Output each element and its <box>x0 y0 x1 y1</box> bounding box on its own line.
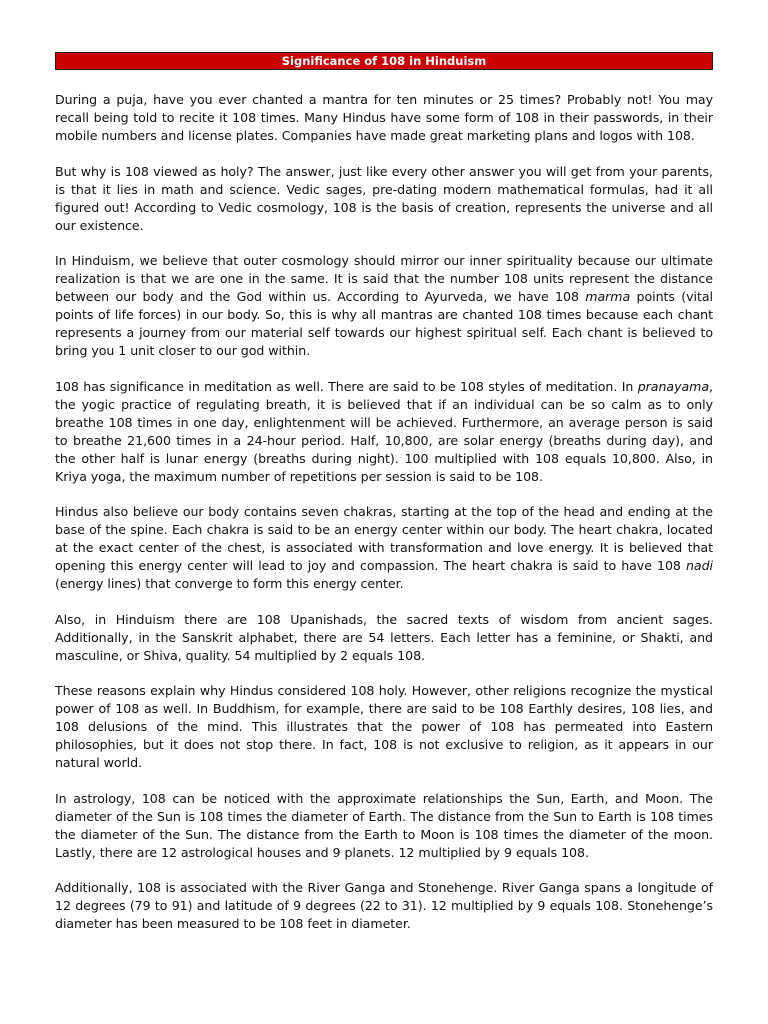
text-segment: During a puja, have you ever chanted a mantra for ten minutes or 25 times? Probably not! You may recall being told to recite it 108 times. Many Hindus have some form of 108 in their passwords, in their mobile numbers and license plates. Companies have made great marketing plans and logos with 108. <box>55 92 713 143</box>
document-title: Significance of 108 in Hinduism <box>55 52 713 70</box>
paragraph-7 <box>55 682 713 772</box>
text-segment: astrology <box>73 790 132 806</box>
paragraph-6 <box>55 611 713 665</box>
text-segment: (energy lines) that converge to form this energy center. <box>55 576 404 591</box>
document-body <box>55 91 713 933</box>
paragraph-1 <box>55 91 713 145</box>
text-segment: In <box>55 790 74 806</box>
paragraph-2 <box>55 163 713 235</box>
text-segment: These reasons explain why Hindus considered 108 holy. However, other religions recognize the mystical power of 108 as well. In Buddhism, for example, there are said to be 108 Earthly desires, 108 lies, and 108 delusions of the mind. This illustrates that the power of 108 has permeated into Eastern philosophies, but it does not stop there. In fact, 108 is not exclusive to religion, as it appears in our natural world. <box>55 683 713 770</box>
italic-term: nadi <box>686 558 713 573</box>
paragraph-8 <box>55 790 713 862</box>
paragraph-4 <box>55 378 713 486</box>
text-segment: , the yogic practice of regulating breath, it is believed that if an individual can be so calm as to only breathe 108 times in one day, enlightenment will be achieved. Furthermore, an average person is said to breathe 21,600 times in a 24-hour period. Half, 10,800, are solar energy (breaths during day), and the other half is lunar energy (breaths during night). 100 multiplied with 108 equals 10,800. Also, in Kriya yoga, the maximum number of repetitions per session is said to be 108. <box>55 378 713 484</box>
paragraph-3 <box>55 252 713 360</box>
text-segment: But why is 108 viewed as holy? The answer, just like every other answer you will get from your parents, is that it lies in math and science. Vedic sages, pre-dating modern mathematical formulas, had it all figured out! According to Vedic cosmology, 108 is the basis of creation, represents the universe and all our existence. <box>55 163 713 233</box>
text-segment: , we have 108 <box>483 289 586 304</box>
text-segment: 108 has significance in meditation as well. There are said to be 108 styles of meditation. In <box>55 378 638 394</box>
text-segment: In Hinduism, we believe that outer cosmology should mirror our inner spirituality because our ultimate realization is that we are one in the same. It is said that the number 108 units represent the distance between our body and the God within us. According to <box>55 253 713 304</box>
text-segment: Hindus also believe our body contains seven <box>55 504 344 519</box>
paragraph-9 <box>55 879 713 933</box>
text-segment: Also, in Hinduism there are 108 Upanishads, the sacred texts of wisdom from ancient sages. Additionally, in the Sanskrit alphabet, there are 54 letters. Each letter has a feminine, or Shakti, and masculine, or Shiva, quality. 54 multiplied by 2 equals 108. <box>55 611 713 663</box>
italic-term: pranayama <box>637 378 710 394</box>
text-segment: Additionally, 108 is associated with the River Ganga and Stonehenge. River Ganga spans a longitude of 12 degrees (79 to 91) and latitude of 9 degrees (22 to 31). 12 multiplied by 9 equals 108. Stonehenge’s diameter has been measured to be 108 feet in diameter. <box>55 880 713 931</box>
text-segment: , starting at the top of the head and ending at the base of the spine. Each chakra is said to be an energy center within our body. The heart chakra, located at the exact center of the chest, is associated with transformation and love energy. It is believed that opening this energy center will lead to joy and compassion. The heart chakra is said to have 108 <box>55 504 714 573</box>
paragraph-5 <box>55 503 713 593</box>
italic-term: marma <box>585 289 631 304</box>
text-segment: points (vital points of life forces) in our body. So, this is why all mantras are chanted 108 times because each chant represents a journey from our material self towards our highest spiritual self. Each chant is believed to bring you 1 unit closer to our god within. <box>55 289 713 358</box>
text-segment: Ayurveda <box>424 289 484 304</box>
text-segment: , 108 can be noticed with the approximate relationships the Sun, Earth, and Moon. The diameter of the Sun is 108 times the diameter of Earth. The distance from the Sun to Earth is 108 times the diameter of the Sun. The distance from the Earth to Moon is 108 times the diameter of the moon. Lastly, there are 12 astrological houses and 9 planets. 12 multiplied by 9 equals 108. <box>55 790 713 860</box>
text-segment: chakras <box>343 504 393 519</box>
document-page <box>55 52 713 951</box>
